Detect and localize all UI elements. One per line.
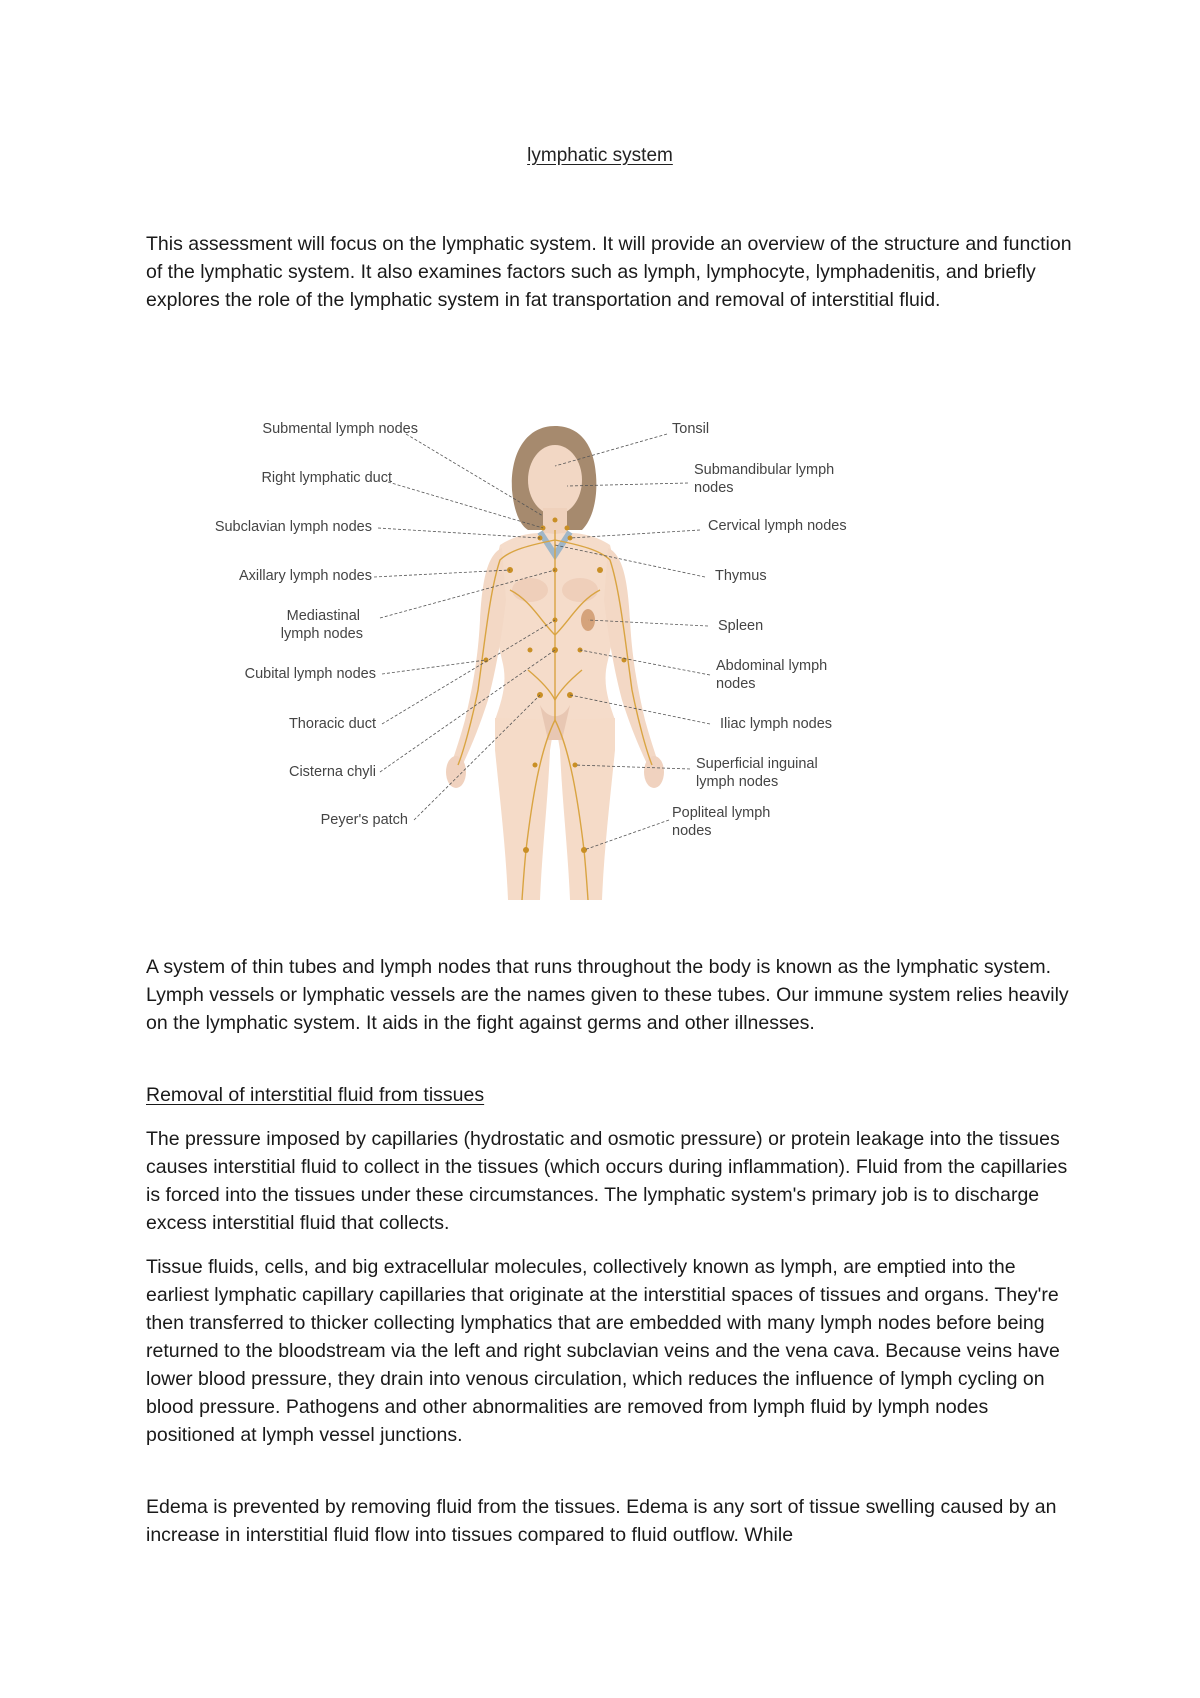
label-inguinal-line1: Superficial inguinal bbox=[696, 756, 818, 772]
body-figure bbox=[446, 426, 664, 900]
label-cisterna-chyli: Cisterna chyli bbox=[288, 764, 376, 780]
lymphatic-system-diagram bbox=[210, 420, 980, 900]
label-popliteal-line1: Popliteal lymph bbox=[672, 805, 771, 821]
label-thymus: Thymus bbox=[715, 568, 767, 584]
body-paragraph-2: The pressure imposed by capillaries (hydrostatic and osmotic pressure) or protein leakage into the tissues causes interstitial fluid to collect in the tissues (which occurs during inflammation). Fluid from the capillaries is forced into the tissues under these circumstances. The lymphatic system's primary job is to discharge excess interstitial fluid that collects. bbox=[146, 1128, 1068, 1234]
label-mediastinal-line2: lymph nodes bbox=[280, 626, 363, 642]
label-iliac: Iliac lymph nodes bbox=[720, 716, 833, 732]
label-abdominal-line2: nodes bbox=[716, 676, 756, 692]
label-peyers-patch: Peyer's patch bbox=[320, 812, 408, 828]
body-paragraph-3: Tissue fluids, cells, and big extracellular molecules, collectively known as lymph, are emptied into the earliest lymphatic capillary capillaries that originate at the interstitial spaces of tissues and organs. They're then transferred to thicker collecting lymphatics that are embedded with many lymph nodes before being returned to the bloodstream via the left and right subclavian veins and the vena cava. Because veins have lower blood pressure, they drain into venous circulation, which reduces the influence of lymph cycling on blood pressure. Pathogens and other abnormalities are removed from lymph fluid by lymph nodes positioned at lymph vessel junctions. bbox=[146, 1256, 1060, 1446]
label-mediastinal-line1: Mediastinal bbox=[286, 608, 360, 624]
label-abdominal-line1: Abdominal lymph bbox=[716, 658, 828, 674]
label-right-lymphatic-duct: Right lymphatic duct bbox=[261, 470, 392, 486]
label-submandibular-line2: nodes bbox=[694, 480, 734, 496]
label-subclavian: Subclavian lymph nodes bbox=[214, 519, 372, 535]
label-thoracic-duct: Thoracic duct bbox=[288, 716, 376, 732]
page-title: lymphatic system bbox=[527, 145, 673, 166]
label-tonsil: Tonsil bbox=[672, 421, 710, 437]
label-submandibular-line1: Submandibular lymph bbox=[694, 462, 835, 478]
label-submental: Submental lymph nodes bbox=[262, 421, 418, 437]
label-cubital: Cubital lymph nodes bbox=[244, 666, 376, 682]
label-popliteal-line2: nodes bbox=[672, 823, 712, 839]
label-axillary: Axillary lymph nodes bbox=[239, 568, 372, 584]
label-cervical: Cervical lymph nodes bbox=[708, 518, 847, 534]
intro-paragraph: This assessment will focus on the lymphatic system. It will provide an overview of the structure and function of the lymphatic system. It also examines factors such as lymph, lymphocyte, lymphadenitis, and briefly explores the role of the lymphatic system in fat transportation and removal of interstitial fluid. bbox=[146, 233, 1072, 311]
label-inguinal-line2: lymph nodes bbox=[696, 774, 779, 790]
body-paragraph-4: Edema is prevented by removing fluid from the tissues. Edema is any sort of tissue swelling caused by an increase in interstitial fluid flow into tissues compared to fluid outflow. While bbox=[146, 1496, 1057, 1546]
body-paragraph-1: A system of thin tubes and lymph nodes that runs throughout the body is known as the lymphatic system. Lymph vessels or lymphatic vessels are the names given to these tubes. Our immune system relies heavily on the lymphatic system. It aids in the fight against germs and other illnesses. bbox=[146, 956, 1069, 1034]
label-spleen: Spleen bbox=[718, 618, 764, 634]
section-heading: Removal of interstitial fluid from tissues bbox=[146, 1084, 485, 1106]
